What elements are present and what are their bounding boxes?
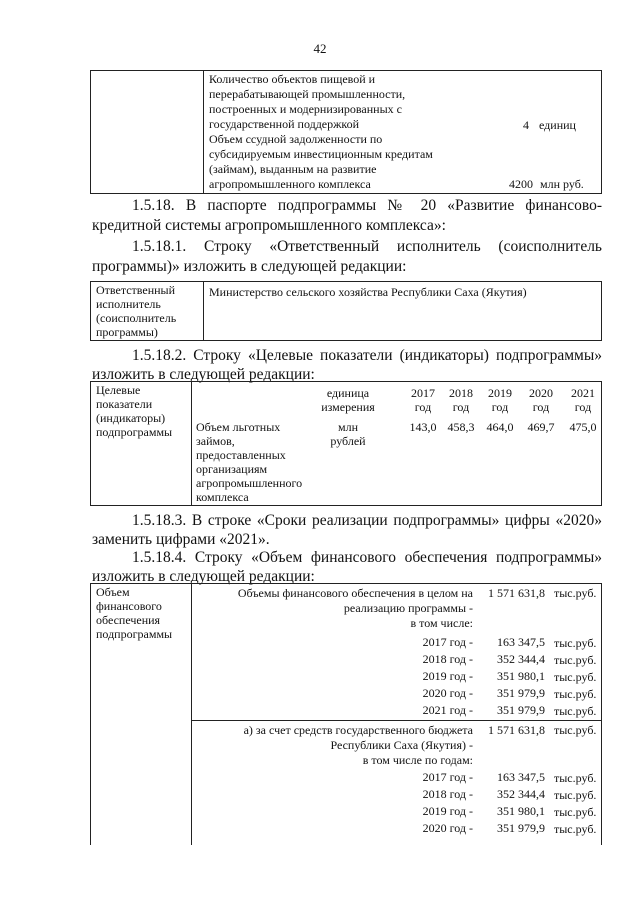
budget-text: Республики Саха (Якутия) - bbox=[330, 738, 473, 752]
paragraph-1-5-18-3: 1.5.18.3. В строке «Сроки реализации подпрограммы» цифры «2020» bbox=[132, 512, 602, 529]
indicator-value-2020: 469,7 bbox=[527, 420, 555, 434]
label-line: Ответственный bbox=[96, 283, 176, 297]
label-line: программы) bbox=[96, 325, 158, 339]
year-header: 2019 bbox=[488, 386, 512, 400]
unit-count: единиц bbox=[539, 118, 576, 132]
year-header: год bbox=[491, 400, 509, 414]
indicator-line: Объем ссудной задолженности по bbox=[209, 132, 383, 146]
indicator-line: агропромышленного комплекса bbox=[209, 177, 371, 191]
table-financing-volume bbox=[90, 583, 602, 845]
unit: тыс.руб. bbox=[554, 723, 597, 737]
label-line: подпрограммы bbox=[96, 627, 173, 641]
total-text: в том числе: bbox=[410, 616, 473, 630]
budget-year-value: 351 979,9 bbox=[497, 821, 545, 835]
label-line: обеспечения bbox=[96, 613, 161, 627]
year-header: год bbox=[452, 400, 470, 414]
year-label: 2020 год - bbox=[422, 686, 473, 700]
budget-year-label: 2018 год - bbox=[422, 787, 473, 801]
year-header: 2017 bbox=[411, 386, 435, 400]
indicator-name: предоставленных bbox=[196, 448, 286, 462]
label-line: Целевые bbox=[96, 383, 141, 397]
indicator-line: перерабатывающей промышленности, bbox=[209, 87, 406, 101]
unit-header: единица bbox=[326, 386, 370, 400]
paragraph-1-5-18-3-cont: заменить цифрами «2021». bbox=[92, 531, 270, 548]
page-number: 42 bbox=[313, 41, 327, 56]
year-value: 163 347,5 bbox=[497, 635, 545, 649]
indicator-name: организациям bbox=[196, 462, 268, 476]
year-header: 2018 bbox=[449, 386, 473, 400]
indicator-line: государственной поддержкой bbox=[209, 117, 360, 131]
year-value: 351 979,9 bbox=[497, 703, 545, 717]
total-value: 1 571 631,8 bbox=[488, 586, 545, 600]
budget-year-value: 163 347,5 bbox=[497, 770, 545, 784]
table-indicators-continued bbox=[90, 70, 602, 194]
year-header: 2020 bbox=[529, 386, 553, 400]
label-line: финансового bbox=[96, 599, 162, 613]
value-count: 4 bbox=[523, 118, 529, 132]
paragraph-1-5-18-cont: кредитной системы агропромышленного комплекса»: bbox=[92, 217, 446, 234]
table-target-indicators bbox=[90, 381, 602, 506]
unit-loan: млн руб. bbox=[540, 177, 584, 191]
paragraph-1-5-18-2: 1.5.18.2. Строку «Целевые показатели (индикаторы) подпрограммы» bbox=[132, 347, 602, 364]
budget-year-value: 351 980,1 bbox=[497, 804, 545, 818]
paragraph-1-5-18-4: 1.5.18.4. Строку «Объем финансового обеспечения подпрограммы» bbox=[132, 549, 602, 566]
year-label: 2021 год - bbox=[422, 703, 473, 717]
value-loan: 4200 bbox=[509, 177, 533, 191]
unit: тыс.руб. bbox=[554, 771, 597, 785]
responsible-ministry: Министерство сельского хозяйства Республики Саха (Якутия) bbox=[209, 285, 527, 299]
year-value: 352 344,4 bbox=[497, 652, 545, 666]
paragraph-1-5-18-4-cont: изложить в следующей редакции: bbox=[92, 568, 315, 585]
unit: тыс.руб. bbox=[554, 653, 597, 667]
label-line: Объем bbox=[96, 585, 130, 599]
year-label: 2017 год - bbox=[422, 635, 473, 649]
indicator-unit: млн bbox=[337, 420, 358, 434]
unit: тыс.руб. bbox=[554, 586, 597, 600]
label-line: (соисполнитель bbox=[96, 311, 177, 325]
unit: тыс.руб. bbox=[554, 805, 597, 819]
indicator-name: займов, bbox=[196, 434, 235, 448]
indicator-line: построенных и модернизированных с bbox=[209, 102, 402, 116]
year-value: 351 979,9 bbox=[497, 686, 545, 700]
indicator-unit: рублей bbox=[330, 434, 366, 448]
budget-text: а) за счет средств государственного бюджета bbox=[243, 723, 473, 737]
label-line: показатели bbox=[96, 397, 153, 411]
indicator-value-2018: 458,3 bbox=[447, 420, 475, 434]
year-label: 2019 год - bbox=[422, 669, 473, 683]
year-header: год bbox=[414, 400, 432, 414]
table-responsible-executor bbox=[90, 281, 602, 341]
budget-year-label: 2017 год - bbox=[422, 770, 473, 784]
indicator-name: комплекса bbox=[196, 490, 249, 504]
indicator-line: субсидируемым инвестиционным кредитам bbox=[209, 147, 433, 161]
total-text: Объемы финансового обеспечения в целом на bbox=[237, 586, 473, 600]
indicator-line: Количество объектов пищевой и bbox=[209, 72, 376, 86]
label-line: исполнитель bbox=[96, 297, 161, 311]
unit: тыс.руб. bbox=[554, 670, 597, 684]
budget-year-label: 2019 год - bbox=[422, 804, 473, 818]
year-header: год bbox=[574, 400, 592, 414]
year-label: 2018 год - bbox=[422, 652, 473, 666]
unit: тыс.руб. bbox=[554, 822, 597, 836]
year-value: 351 980,1 bbox=[497, 669, 545, 683]
indicator-name: агропромышленного bbox=[196, 476, 303, 490]
budget-year-label: 2020 год - bbox=[422, 821, 473, 835]
indicator-value-2021: 475,0 bbox=[569, 420, 597, 434]
unit-header: измерения bbox=[321, 400, 375, 414]
indicator-name: Объем льготных bbox=[196, 420, 281, 434]
paragraph-1-5-18: 1.5.18. В паспорте подпрограммы № 20 «Развитие финансово- bbox=[132, 197, 602, 214]
total-text: реализацию программы - bbox=[343, 601, 473, 615]
label-line: (индикаторы) bbox=[96, 411, 166, 425]
unit: тыс.руб. bbox=[554, 636, 597, 650]
unit: тыс.руб. bbox=[554, 788, 597, 802]
unit: тыс.руб. bbox=[554, 704, 597, 718]
indicator-value-2017: 143,0 bbox=[409, 420, 437, 434]
indicator-line: (займам), выданным на развитие bbox=[209, 162, 377, 176]
label-line: подпрограммы bbox=[96, 425, 173, 439]
year-header: 2021 bbox=[571, 386, 595, 400]
budget-text: в том числе по годам: bbox=[362, 753, 473, 767]
paragraph-1-5-18-1-cont: программы)» изложить в следующей редакции: bbox=[92, 258, 407, 275]
budget-year-value: 352 344,4 bbox=[497, 787, 545, 801]
indicator-value-2019: 464,0 bbox=[486, 420, 514, 434]
year-header: год bbox=[532, 400, 550, 414]
unit: тыс.руб. bbox=[554, 687, 597, 701]
paragraph-1-5-18-1: 1.5.18.1. Строку «Ответственный исполнитель (соисполнитель bbox=[132, 238, 602, 255]
paragraph-1-5-18-2-cont: изложить в следующей редакции: bbox=[92, 366, 315, 383]
budget-value: 1 571 631,8 bbox=[488, 723, 545, 737]
